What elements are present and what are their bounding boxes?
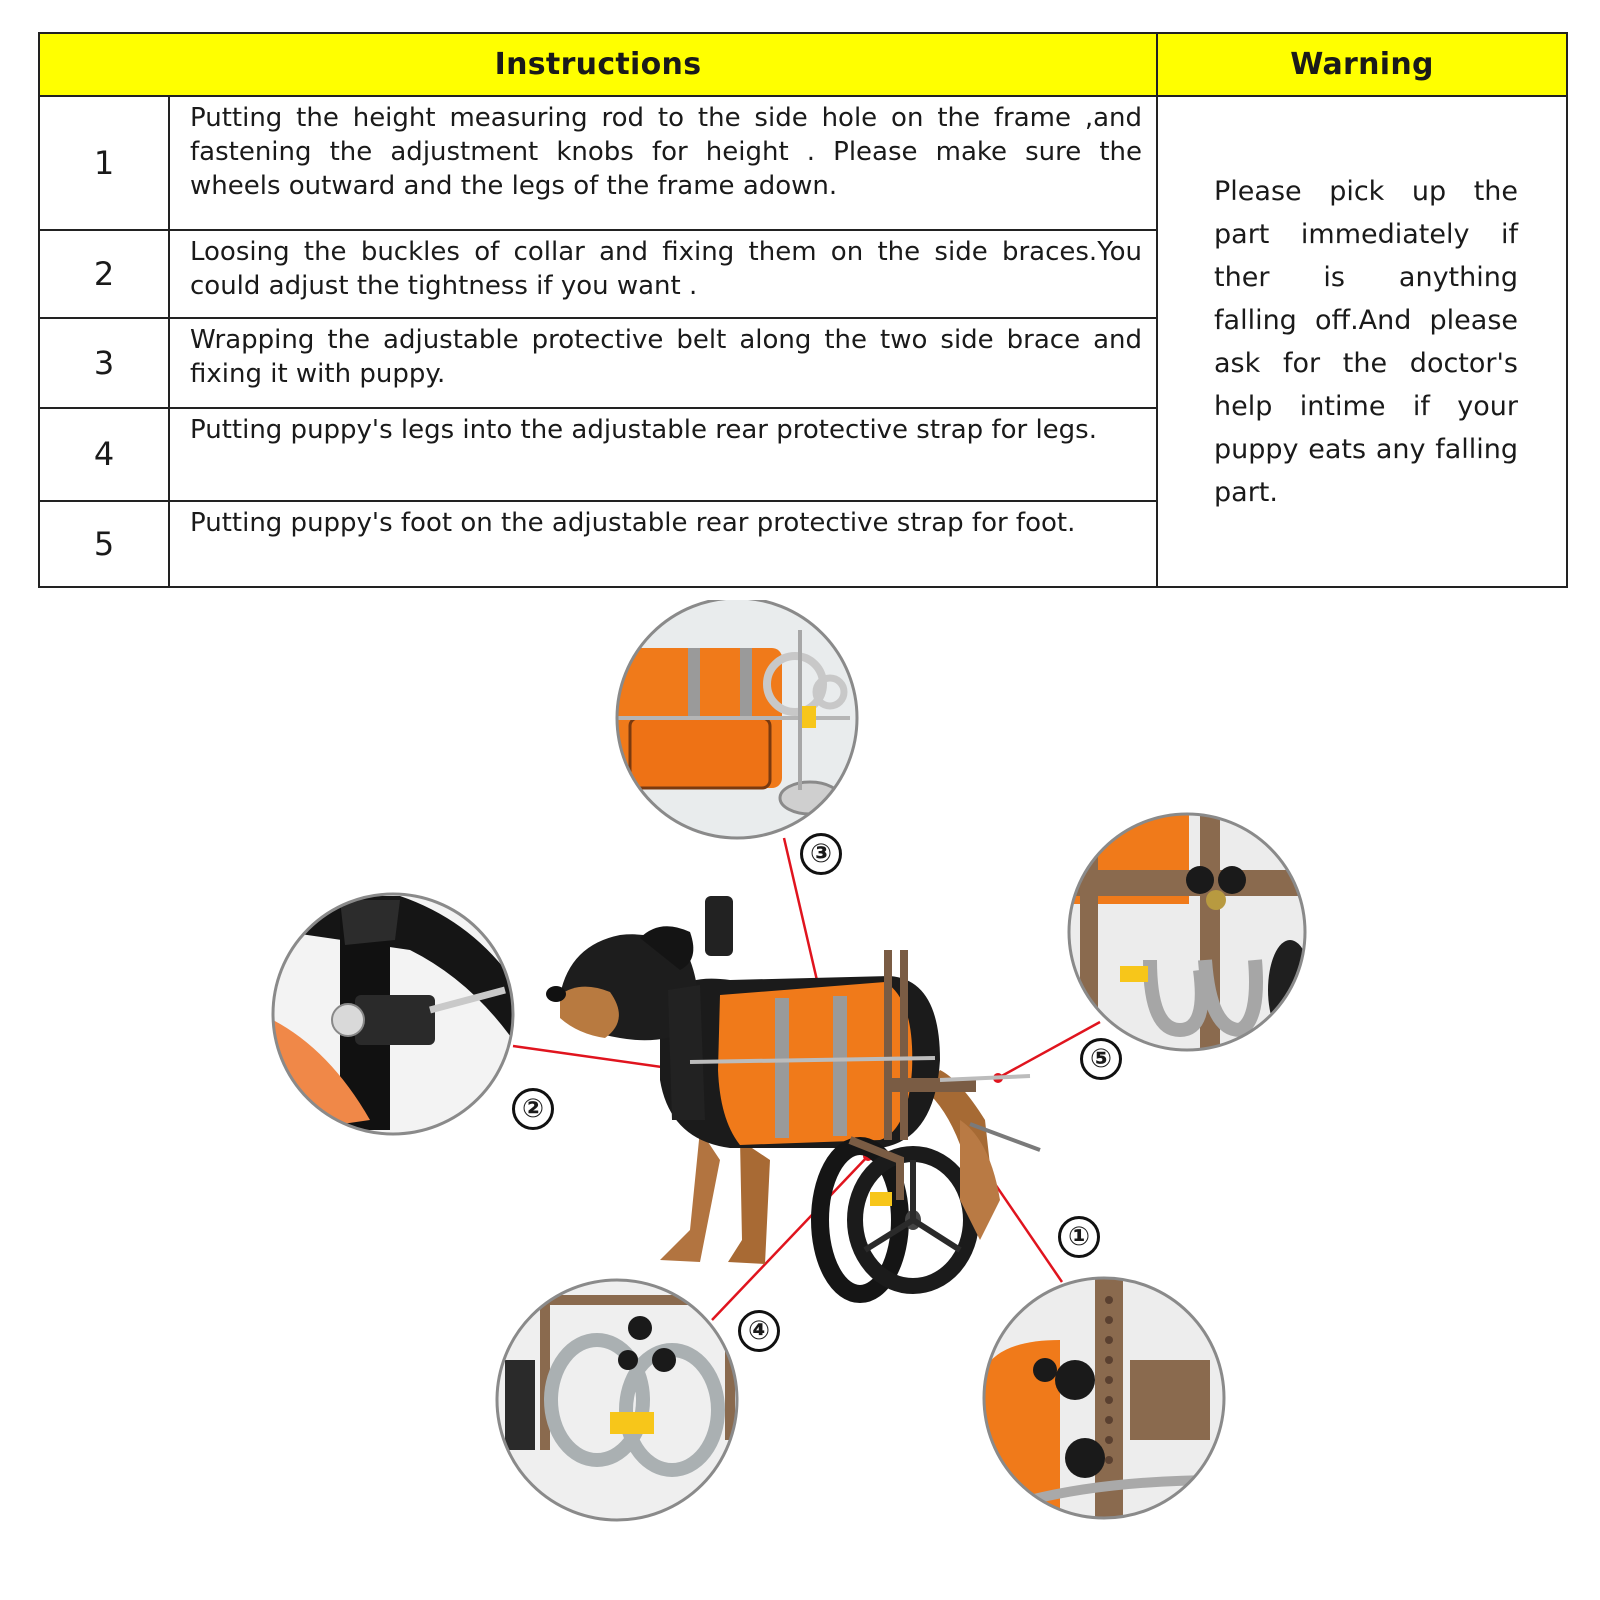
step-number: 3 <box>39 318 169 408</box>
step-number: 2 <box>39 230 169 318</box>
step-text: Wrapping the adjustable protective belt along the two side brace and fixing it with puppy. <box>169 318 1157 408</box>
step-number: 1 <box>39 96 169 229</box>
step-text: Putting puppy's legs into the adjustable rear protective strap for legs. <box>169 408 1157 500</box>
step-text: Putting the height measuring rod to the side hole on the frame ,and fastening the adjustment knobs for height . Please make sure the wheels outward and the legs of the frame adown. <box>169 96 1157 229</box>
detail-circle-buckle <box>273 894 513 1134</box>
diagram-illustration <box>0 600 1600 1600</box>
callout-number: ④ <box>738 1310 780 1352</box>
step-text: Putting puppy's foot on the adjustable rear protective strap for foot. <box>169 501 1157 587</box>
detail-circle-leg-strap <box>497 1280 737 1520</box>
detail-circle-vest <box>612 600 857 838</box>
instructions-table <box>38 32 1568 588</box>
warning-header: Warning <box>1157 33 1567 96</box>
detail-circle-foot-strap <box>1069 814 1312 1050</box>
callout-number: ① <box>1058 1216 1100 1258</box>
instructions-header: Instructions <box>39 33 1157 96</box>
table-row <box>39 96 1567 229</box>
step-number: 4 <box>39 408 169 500</box>
callout-number: ② <box>512 1088 554 1130</box>
callout-number: ⑤ <box>1080 1038 1122 1080</box>
warning-text: Please pick up the part immediately if ther is anything falling off.And please ask for the doctor's help intime if your puppy eats any falling part. <box>1157 96 1567 587</box>
detail-circle-height-knobs <box>984 1278 1224 1518</box>
step-text: Loosing the buckles of collar and fixing them on the side braces.You could adjust the tightness if you want . <box>169 230 1157 318</box>
wheelchair-diagram <box>0 600 1600 1600</box>
callout-number: ③ <box>800 833 842 875</box>
step-number: 5 <box>39 501 169 587</box>
